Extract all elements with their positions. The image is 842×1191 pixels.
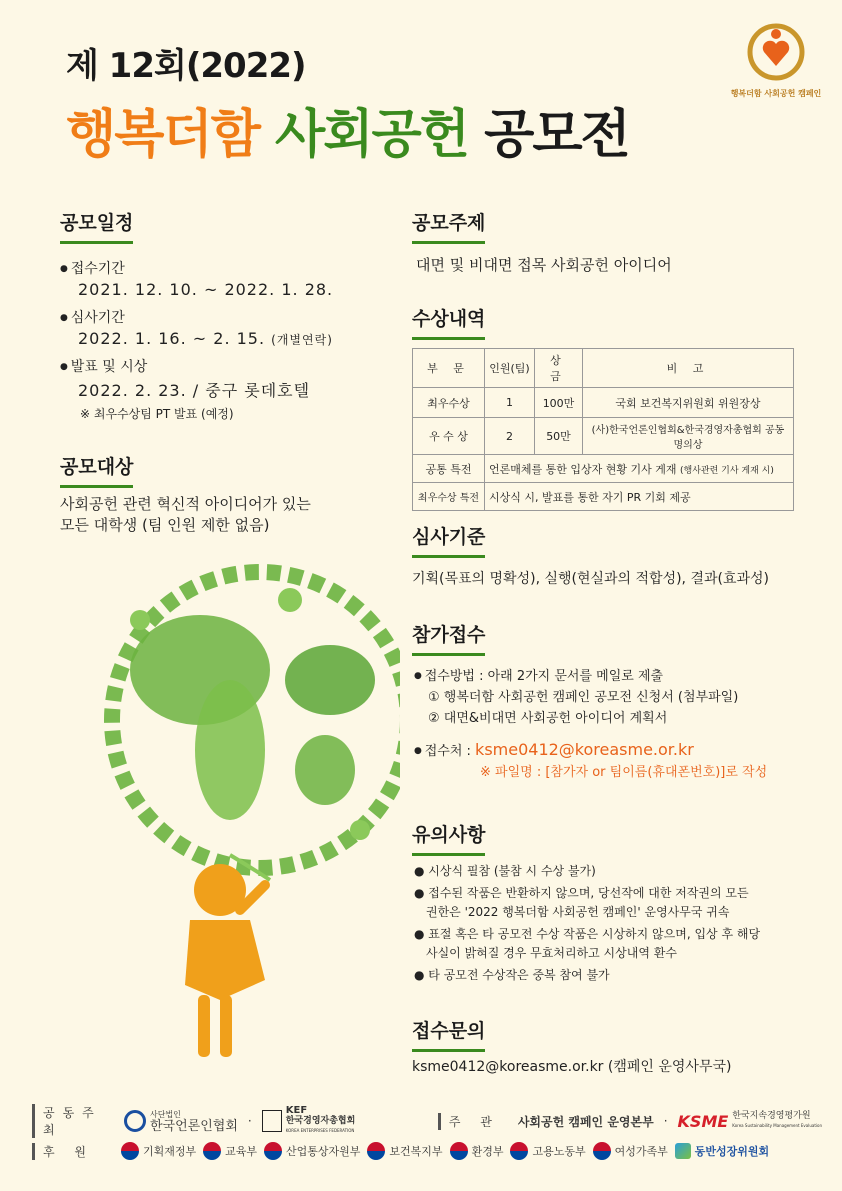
criteria-section [412,522,485,558]
sponsor-label: 후 원 [32,1143,114,1160]
separator-dot: · [247,1114,252,1128]
organizer-label: 주 관 [438,1113,508,1130]
sponsor-name: 여성가족부 [614,1145,668,1158]
notes-item [414,884,814,922]
sponsor-name: 동반성장위원회 [694,1145,770,1158]
taegeuk-emblem-icon [264,1142,282,1160]
contact-section [412,1016,485,1052]
submission-to [414,739,814,762]
cohost2-abbr: KEF [285,1105,308,1116]
notes-heading: 유의사항 [412,820,485,856]
target-line2: 모든 대학생 (팀 인원 제한 없음) [60,516,270,534]
table-cell: 최우수상 [413,388,485,418]
cohost1-small: 사단법인 [150,1110,181,1119]
schedule-footnote: ※ 최우수상팀 PT 발표 (예정) [80,407,234,421]
awards-table-wrap [412,348,794,511]
sponsor-name: 교육부 [225,1145,258,1158]
leaf-globe-icon [112,572,400,868]
notes-section [412,820,485,856]
column-header: 부 문 [413,349,485,388]
sponsor-item [675,1143,769,1159]
theme-heading: 공모주제 [412,208,485,244]
table-cell: 공통 특전 [413,455,485,483]
submission-section [412,620,485,656]
title-part3: 공모전 [484,105,629,165]
submission-heading: 참가접수 [412,620,485,656]
kef-icon [262,1110,282,1132]
sponsor-item [121,1142,196,1160]
organizer2-name: 한국지속경영평가원 [732,1111,811,1121]
contact-heading: 접수문의 [412,1016,485,1052]
notes-item [414,862,814,881]
notes-item [414,925,814,963]
schedule-item-note: (개별연락) [271,333,333,347]
table-cell: 1 [485,388,535,418]
taegeuk-emblem-icon [450,1142,468,1160]
target-text [60,494,390,536]
notes-item-line: ● 표절 혹은 타 공모전 수상 작품은 시상하지 않으며, 입상 후 해당 [414,927,761,941]
target-section [60,452,133,488]
submission-details [414,666,814,783]
criteria-text: 기획(목표의 명확성), 실행(현실과의 적합성), 결과(효과성) [412,571,769,587]
organizer2-en: Korea Sustainability Management Evaluation [732,1123,822,1128]
edition-label: 제 12회(2022) [66,46,306,86]
cohost1-logo [124,1109,238,1133]
table-cell: 50만 [535,418,583,455]
cohost1-name: 한국언론인협회 [150,1119,238,1134]
target-heading: 공모대상 [60,452,133,488]
taegeuk-emblem-icon [203,1142,221,1160]
sponsor-item [593,1142,668,1160]
table-header-row [413,349,794,388]
notes-list [414,862,814,988]
sponsor-list [121,1142,668,1160]
submission-to-label: 접수처 : [424,744,476,759]
table-cell: 시상식 시, 발표를 통한 자기 PR 기회 제공 [485,483,794,511]
table-cell: 우 수 상 [413,418,485,455]
schedule-item-value [78,329,390,348]
table-cell: 2 [485,418,535,455]
benefit-note: (행사관련 기사 게재 시) [680,465,774,476]
taegeuk-emblem-icon [121,1142,139,1160]
organizer1-name: 사회공헌 캠페인 운영본부 [517,1114,654,1129]
taegeuk-emblem-icon [593,1142,611,1160]
sponsor-item [264,1142,360,1160]
cohost2-en: KOREA ENTERPRISES FEDERATION [285,1128,355,1133]
benefit-text: 언론매체를 통한 입상자 현황 기사 게재 [489,462,677,476]
press-association-icon [124,1110,146,1132]
schedule-section [60,208,133,244]
logo-text: 행복더함 사회공헌 캠페인 [730,89,822,98]
organizer2-logo [678,1111,822,1131]
notes-item-line: ● 시상식 필참 (불참 시 수상 불가) [414,864,596,878]
globe-child-illustration [80,560,400,1070]
table-cell: 100만 [535,388,583,418]
table-row [413,418,794,455]
awards-section [412,304,485,340]
heart-hands-icon [746,22,806,82]
schedule-item-label: ● 발표 및 시상 [60,356,390,376]
column-header: 비 고 [583,349,794,388]
column-header: 인원(팀) [485,349,535,388]
schedule-item-label: ● 접수기간 [60,258,390,278]
footer-cohost-row [32,1104,822,1138]
cohost2-name: 한국경영자총협회 [285,1116,356,1126]
campaign-logo [728,22,824,104]
cohost2-logo [262,1106,356,1136]
theme-text: 대면 및 비대면 접목 사회공헌 아이디어 [416,256,672,274]
sponsor-item [510,1142,585,1160]
schedule-heading: 공모일정 [60,208,133,244]
footer-sponsor-row [32,1142,822,1160]
sponsor-item [203,1142,257,1160]
table-row [413,455,794,483]
schedule-list [60,258,390,422]
target-line1: 사회공헌 관련 혁신적 아이디어가 있는 [60,495,311,513]
title-part1: 행복더함 [66,105,259,165]
sponsor-name: 기획재정부 [143,1145,197,1158]
submission-doc2: ② 대면&비대면 사회공헌 아이디어 계획서 [428,711,668,726]
cohost-label: 공동주최 [32,1104,114,1138]
schedule-item-value: 2022. 2. 23. / 중구 롯데호텔 [78,381,311,400]
sponsor-name: 환경부 [471,1145,504,1158]
schedule-item-value: 2021. 12. 10. ~ 2022. 1. 28. [78,280,334,299]
submission-method: ● 접수방법 : 아래 2가지 문서를 메일로 제출 [414,666,814,687]
submission-email-link[interactable]: ksme0412@koreasme.or.kr [475,740,694,759]
taegeuk-emblem-icon [510,1142,528,1160]
table-cell: (사)한국언론인협회&한국경영자총협회 공동명의상 [583,418,794,455]
sponsor-name: 산업통상자원부 [286,1145,361,1158]
notes-item [414,966,814,985]
sponsor-item [367,1142,442,1160]
sponsor-name: 고용노동부 [532,1145,586,1158]
table-cell: 국회 보건복지위원회 위원장상 [583,388,794,418]
awards-heading: 수상내역 [412,304,485,340]
sponsor-item [450,1142,504,1160]
table-cell: 최우수상 특전 [413,483,485,511]
table-row [413,388,794,418]
awards-table [412,348,794,511]
sponsor-name: 보건복지부 [389,1145,443,1158]
notes-item-continuation: 권한은 '2022 행복더함 사회공헌 캠페인' 운영사무국 귀속 [426,905,730,919]
contact-text: ksme0412@koreasme.or.kr (캠페인 운영사무국) [412,1059,732,1075]
table-cell [485,455,794,483]
notes-item-continuation: 사실이 밝혀질 경우 무효처리하고 시상내역 환수 [426,946,677,960]
commission-icon [675,1143,691,1159]
table-row [413,483,794,511]
taegeuk-emblem-icon [367,1142,385,1160]
notes-item-line: ● 접수된 작품은 반환하지 않으며, 당선작에 대한 저작권의 모든 [414,886,749,900]
schedule-item-date: 2022. 1. 16. ~ 2. 15. [78,329,266,348]
schedule-item-label: ● 심사기간 [60,307,390,327]
filename-note: ※ 파일명 : [참가자 or 팀이름(휴대폰번호)]로 작성 [480,765,768,780]
child-silhouette-icon [185,855,270,1057]
title-part2: 사회공헌 [275,105,468,165]
criteria-heading: 심사기준 [412,522,485,558]
submission-doc1: ① 행복더함 사회공헌 캠페인 공모전 신청서 (첨부파일) [428,690,739,705]
notes-item-line: ● 타 공모전 수상작은 중복 참여 불가 [414,968,610,982]
theme-section [412,208,485,244]
poster-title [66,92,629,167]
ksme-abbr: KSME [677,1111,729,1131]
separator-dot: · [663,1114,668,1128]
column-header: 상 금 [535,349,583,388]
